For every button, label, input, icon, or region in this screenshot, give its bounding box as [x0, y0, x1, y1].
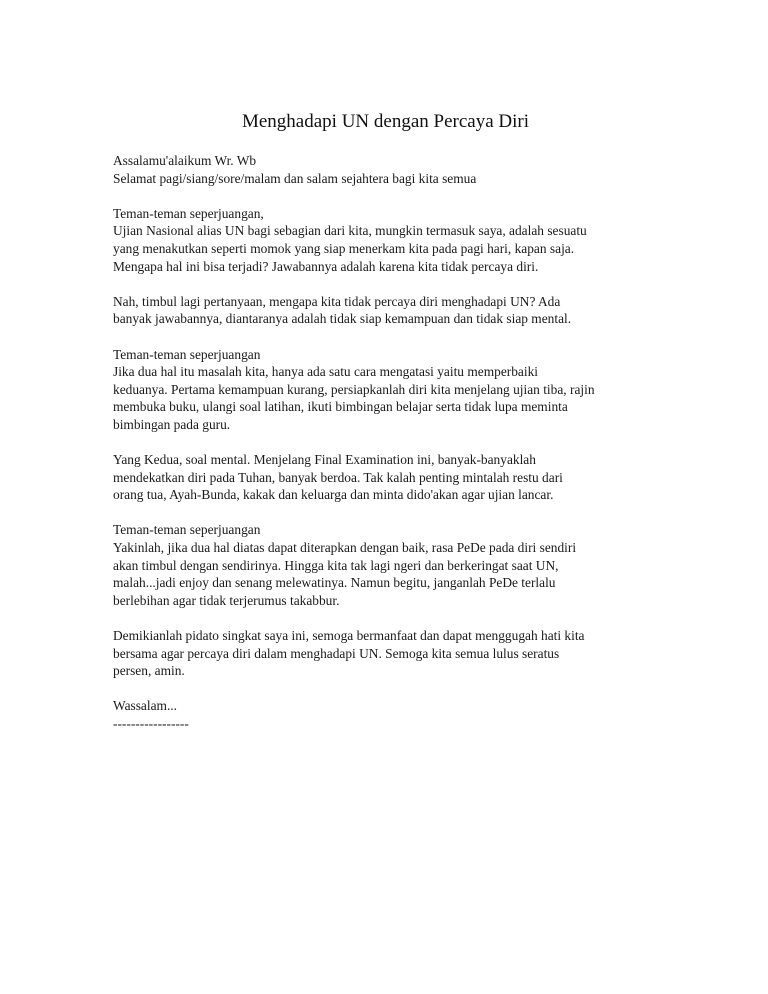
text-line: persen, amin. [113, 663, 185, 679]
text-line: Selamat pagi/siang/sore/malam dan salam sejahtera bagi kita semua [113, 170, 477, 186]
paragraph-intro [113, 205, 658, 275]
text-line: malah...jadi enjoy dan senang melewatinya. Namun begitu, janganlah PeDe terlalu [113, 575, 556, 591]
text-line: Wassalam... [113, 698, 177, 714]
paragraph-confidence [113, 521, 658, 609]
paragraph-mental [113, 451, 658, 504]
text-line: Teman-teman seperjuangan [113, 522, 261, 538]
text-line: Teman-teman seperjuangan [113, 346, 261, 362]
text-line: membuka buku, ulangi soal latihan, ikuti bimbingan belajar serta tidak lupa meminta [113, 399, 568, 415]
paragraph-greeting [113, 152, 658, 187]
paragraph-farewell [113, 697, 658, 732]
document-title: Menghadapi UN dengan Percaya Diri [241, 111, 529, 132]
paragraph-closing [113, 627, 658, 680]
text-line: Yakinlah, jika dua hal diatas dapat diterapkan dengan baik, rasa PeDe pada diri sendiri [113, 540, 577, 556]
text-line: Nah, timbul lagi pertanyaan, mengapa kita tidak percaya diri menghadapi UN? Ada [113, 293, 561, 309]
text-line: Ujian Nasional alias UN bagi sebagian dari kita, mungkin termasuk saya, adalah sesuatu [113, 223, 587, 239]
separator-line: ----------------- [113, 716, 189, 731]
text-line: Demikianlah pidato singkat saya ini, semoga bermanfaat dan dapat menggugah hati kita [113, 628, 585, 644]
text-line: berlebihan agar tidak terjerumus takabbur. [113, 592, 340, 608]
text-line: Teman-teman seperjuangan, [113, 205, 264, 221]
text-line: orang tua, Ayah-Bunda, kakak dan keluarga dan minta dido'akan agar ujian lancar. [113, 487, 554, 503]
text-line: bersama agar percaya diri dalam menghadapi UN. Semoga kita semua lulus seratus [113, 645, 560, 661]
text-line: akan timbul dengan sendirinya. Hingga kita tak lagi ngeri dan berkeringat saat UN, [113, 557, 559, 573]
text-line: Jika dua hal itu masalah kita, hanya ada satu cara mengatasi yaitu memperbaiki [113, 364, 538, 380]
text-line: bimbingan pada guru. [113, 416, 231, 432]
paragraph-solution [113, 346, 658, 434]
document-body [113, 110, 658, 750]
text-line: keduanya. Pertama kemampuan kurang, persiapkanlah diri kita menjelang ujian tiba, rajin [113, 381, 595, 397]
text-line: yang menakutkan seperti momok yang siap menerkam kita pada pagi hari, kapan saja. [113, 240, 575, 256]
text-line: Yang Kedua, soal mental. Menjelang Final Examination ini, banyak-banyaklah [113, 452, 536, 468]
text-line: mendekatkan diri pada Tuhan, banyak berdoa. Tak kalah penting mintalah restu dari [113, 469, 563, 485]
paragraph-question [113, 293, 658, 328]
text-line: Assalamu'alaikum Wr. Wb [113, 153, 257, 168]
text-line: banyak jawabannya, diantaranya adalah tidak siap kemampuan dan tidak siap mental. [113, 311, 572, 327]
text-line: Mengapa hal ini bisa terjadi? Jawabannya adalah karena kita tidak percaya diri. [113, 258, 539, 274]
